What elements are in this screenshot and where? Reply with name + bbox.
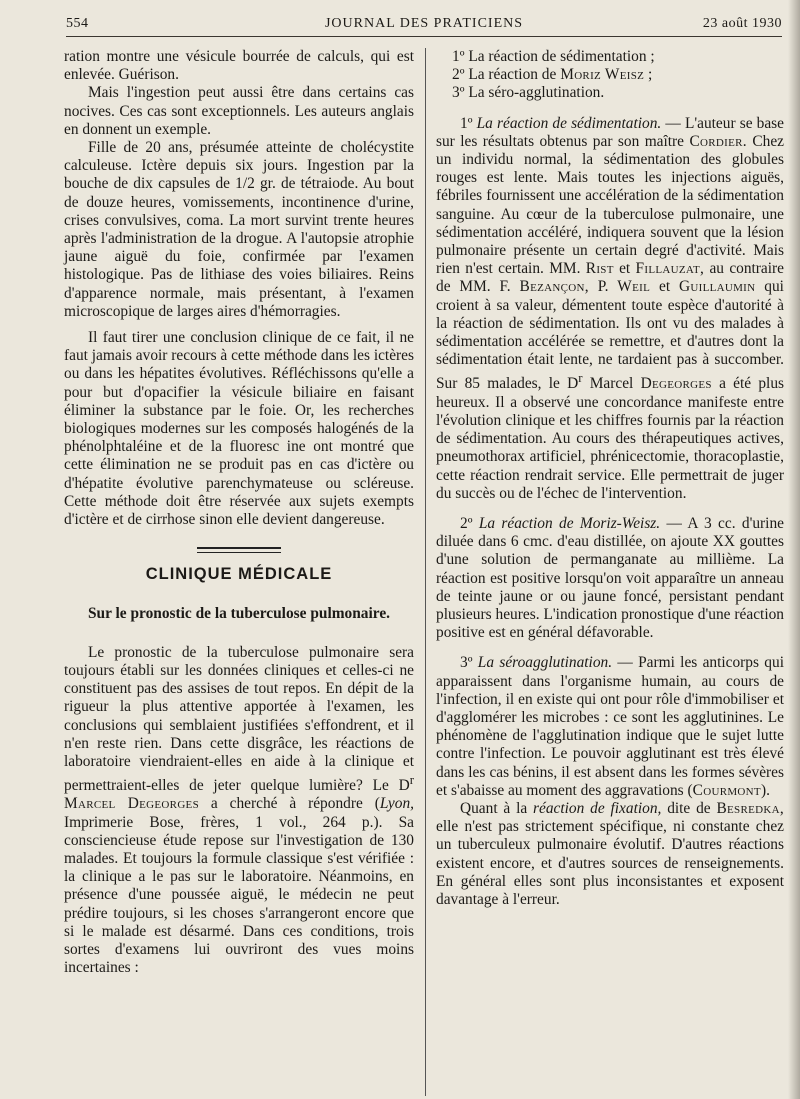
journal-title: JOURNAL DES PRATICIENS bbox=[324, 16, 524, 31]
text-run: 2º bbox=[460, 515, 473, 532]
paragraph bbox=[436, 515, 784, 642]
author-name: Degeorges bbox=[640, 375, 712, 393]
author-name: Guillaumin bbox=[678, 278, 756, 296]
paragraph bbox=[436, 115, 784, 503]
page-header bbox=[66, 14, 782, 37]
author-name: Cordier. bbox=[689, 132, 747, 150]
subsection-title: La séroagglutination. bbox=[477, 654, 613, 672]
paragraph bbox=[64, 644, 414, 978]
text-run: Marcel bbox=[589, 375, 634, 393]
author-name: Rist bbox=[585, 260, 614, 278]
section-title: CLINIQUE MÉDICALE bbox=[145, 565, 333, 584]
text-run: Imprimerie Bose, frères, 1 vol., 264 p.). Sa consciencieuse étude repose sur l'investigation de 130 malades. Et toujours la formule classique s'est vérifiée : la clinique a le pas sur le laboratoire. Néanmoins, en présence d'une poussée aiguë, le médecin ne peut prédire toujours, si les choses s'arrangeront encore que si le malade est désarmé. Dans ces conditions, trois sortes d'examens lui ouvriront des vues moins incertaines : bbox=[64, 813, 414, 977]
list-item: 1º La réaction de sédimentation ; bbox=[452, 48, 655, 65]
paragraph bbox=[436, 654, 784, 800]
text-run: — Parmi les anticorps qui apparaissent dans l'organisme humain, au cours de l'infection, il en existe qui ont pour rôle d'immobiliser et d'agglomérer les microbes : ce sont les agglutinines. Le phénomène de l'agglutination indique que le sujet lutte contre l'infection. Le pouvoir agglutinant est très élevé dans les cas bénins, il est absent dans les formes sévères et s'abaisse au moment des aggravations ( bbox=[436, 654, 784, 799]
text-run: ). bbox=[760, 781, 770, 799]
author-name: Courmont bbox=[692, 781, 761, 799]
text-run: 3º bbox=[460, 654, 473, 672]
left-column bbox=[64, 48, 414, 977]
text-run: Lyon, bbox=[379, 795, 414, 813]
page-edge-shadow bbox=[788, 0, 800, 1099]
paragraph bbox=[436, 800, 784, 909]
text-run: 1º bbox=[460, 114, 473, 132]
text-run: et bbox=[619, 260, 631, 278]
list-item bbox=[436, 66, 784, 84]
text-run: Le pronostic de la tuberculose pulmonaire sera toujours établi sur les données cliniques et celles-ci ne constituent pas des assises de tout repos. En dépit de la rigueur la plus attentive apportée à l'examen, les conclusions qui semblaient justifiées s'effondrent, et il n'en reste rien. Dans cette disgrâce, les réactions de laboratoire viendraient-elles en aide à la clinique et permettraient-elles de jeter quelque lumière? Le D bbox=[64, 643, 414, 795]
paragraph: Mais l'ingestion peut aussi être dans certains cas nocives. Ces cas sont exceptionnels. Les auteurs anglais en donnent un exemple. bbox=[64, 84, 414, 138]
text-run: — A 3 cc. d'urine diluée dans 6 cmc. d'eau distillée, on ajoute XX gouttes d'une solution de permanganate au millième. La réaction est positive lorsqu'on voit apparaître un anneau de teinte jaune or ou jaune foncé, persistant pendant plusieurs heures. L'indication pronostique d'une réaction positive est en général défavorable. bbox=[436, 515, 784, 642]
author-name: Besredka, bbox=[716, 800, 784, 818]
text-run: qui croient à sa valeur, démentent toute espèce d'autorité à la réaction de sédimentation. Ils ont vu des malades à sédimentation accélérée se remettre, et d'autres dont la sédimentation était lente, ne tardaient pas à succomber. Sur 85 malades, le D bbox=[436, 278, 784, 393]
text-run: Quant à la bbox=[460, 800, 528, 818]
author-name: Bezançon, bbox=[519, 278, 589, 296]
text-run: a cherché à répondre ( bbox=[210, 795, 380, 813]
list-item: 3º La séro-agglutination. bbox=[452, 84, 605, 102]
text-run: a été plus heureux. Il a observé une concordance manifeste entre l'évolution clinique et les chiffres fournis par la réaction de sédimentation. Au cours des thérapeutiques actives, pneumothorax artificiel, phrénicectomie, thoracoplastie, cette réaction rendrait service. Elle permettrait de juger du succès ou de l'échec de l'intervention. bbox=[436, 375, 785, 502]
column-divider bbox=[425, 48, 426, 1096]
text-run: r bbox=[578, 371, 583, 386]
text-run: r bbox=[409, 773, 414, 788]
author-name: Fillauzat, bbox=[635, 260, 705, 278]
subsection-title: La réaction de sédimentation. bbox=[476, 114, 662, 132]
issue-date: 23 août 1930 bbox=[702, 16, 782, 31]
paragraph: ration montre une vésicule bourrée de calculs, qui est enlevée. Guérison. bbox=[64, 48, 414, 84]
article-title: Sur le pronostic de la tuberculose pulmonaire. bbox=[88, 605, 390, 623]
page-number: 554 bbox=[66, 16, 89, 31]
text-run: dite de bbox=[667, 800, 711, 818]
text-run: ; bbox=[648, 66, 653, 84]
subsection-title: La réaction de Moriz-Weisz. bbox=[478, 515, 661, 532]
text-run: — L'auteur se base sur les résultats obtenus par son maître bbox=[436, 114, 785, 150]
text-run: P. bbox=[597, 278, 609, 296]
text-run: au contraire de MM. F. bbox=[436, 260, 784, 296]
author-name: Moriz Weisz bbox=[560, 66, 645, 84]
text-run: elle n'est pas strictement spécifique, ni constante chez un tuberculeux pulmonaire évolutif. D'autres réactions existent encore, et d'autres sources de renseignements. En général elles sont plus inconsistantes et exposent davantage à l'erreur. bbox=[436, 818, 784, 909]
text-run: réaction de fixation, bbox=[533, 800, 662, 818]
right-column bbox=[436, 48, 784, 909]
section-separator bbox=[197, 547, 281, 553]
author-name: Marcel Degeorges bbox=[64, 795, 199, 813]
paragraph: Il faut tirer une conclusion clinique de ce fait, il ne faut jamais avoir recours à cette méthode dans les ictères ou dans les hépatites évolutives. Réfléchissons qu'elle a pour but d'opacifier la vésicule biliaire en faisant éliminer la substance par le foie. Or, les recherches biologiques modernes sur les composés halogénés de la phénolphtaléine et de la fluoresc ine ont montré que cette élimination ne se produit pas en cas d'ictère ou d'hépatite évolutive parenchymateuse ou scléreuse. Cette méthode doit être réservée aux sujets exempts d'ictère et de cirrhose sinon elle devient dangereuse. bbox=[64, 329, 414, 529]
text-run: Chez un individu normal, la sédimentation des globules rouges est lente. Mais toutes les injections aiguës, fébriles fournissent une accélération de la sédimentation sanguine. Au cœur de la tuberculose pulmonaire, une sédimentation accéléré, indiquera souvent que la lésion pulmonaire présente un certain degré d'activité. Mais rien n'est certain. MM. bbox=[436, 132, 784, 278]
text-run: 2º La réaction de bbox=[452, 66, 557, 84]
paragraph: Fille de 20 ans, présumée atteinte de cholécystite calculeuse. Ictère depuis six jours. Ingestion par la bouche de dix capsules de 1/2 gr. de tétraiode. Au bout de douze heures, vomissements, incontinence d'urine, crises convulsives, coma. La mort survint trente heures après l'administration de la drogue. A l'autopsie atrophie jaune aiguë du foie, confirmée par l'examen histologique. Pas de lithiase des voies biliaires. Reins d'apparence normale, mais présentant, à l'examen microscopique de larges aires d'hémorragies. bbox=[64, 139, 414, 320]
author-name: Weil bbox=[617, 278, 651, 296]
text-run: et bbox=[658, 278, 671, 296]
